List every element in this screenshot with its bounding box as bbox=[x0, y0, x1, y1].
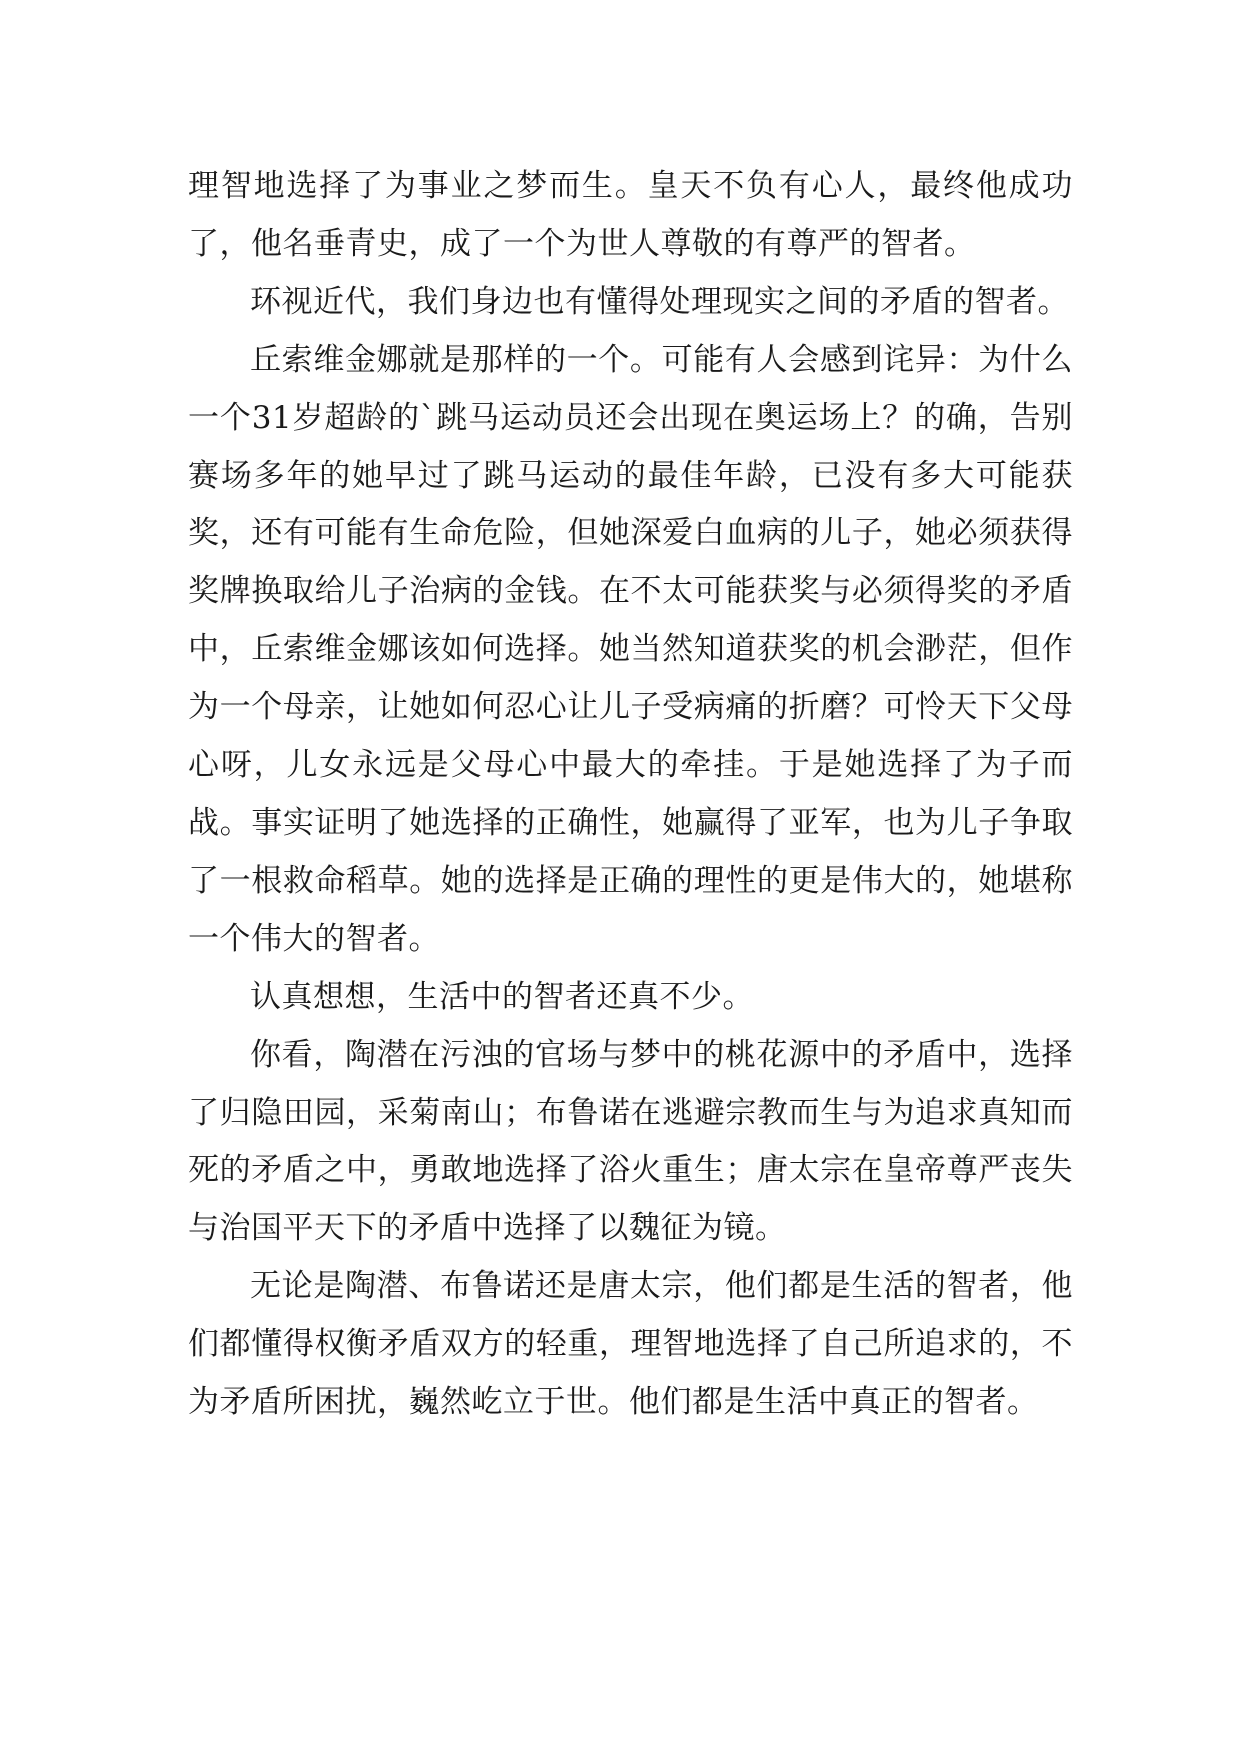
paragraph-6: 无论是陶潜、布鲁诺还是唐太宗，他们都是生活的智者，他们都懂得权衡矛盾双方的轻重，理智地选择了自己所追求的，不为矛盾所困扰，巍然屹立于世。他们都是生活中真正的智者。 bbox=[188, 1268, 1073, 1421]
document-body bbox=[188, 158, 1073, 1432]
paragraph-2: 环视近代，我们身边也有懂得处理现实之间的矛盾的智者。 bbox=[250, 283, 1069, 320]
paragraph-3: 丘索维金娜就是那样的一个。可能有人会感到诧异：为什么一个31岁超龄的`跳马运动员还会出现在奥运场上？的确，告别赛场多年的她早过了跳马运动的最佳年龄，已没有多大可能获奖，还有可能有生命危险，但她深爱白血病的儿子，她必须获得奖牌换取给儿子治病的金钱。在不太可能获奖与必须得奖的矛盾中，丘索维金娜该如何选择。她当然知道获奖的机会渺茫，但作为一个母亲，让她如何忍心让儿子受病痛的折磨？可怜天下父母心呀，儿女永远是父母心中最大的牵挂。于是她选择了为子而战。事实证明了她选择的正确性，她赢得了亚军，也为儿子争取了一根救命稻草。她的选择是正确的理性的更是伟大的，她堪称一个伟大的智者。 bbox=[188, 341, 1073, 957]
paragraph-1: 理智地选择了为事业之梦而生。皇天不负有心人，最终他成功了，他名垂青史，成了一个为世人尊敬的有尊严的智者。 bbox=[188, 168, 1073, 262]
paragraph-4: 认真想想，生活中的智者还真不少。 bbox=[250, 978, 754, 1015]
paragraph-5: 你看，陶潜在污浊的官场与梦中的桃花源中的矛盾中，选择了归隐田园，采菊南山；布鲁诺在逃避宗教而生与为追求真知而死的矛盾之中，勇敢地选择了浴火重生；唐太宗在皇帝尊严丧失与治国平天下的矛盾中选择了以魏征为镜。 bbox=[188, 1036, 1073, 1247]
